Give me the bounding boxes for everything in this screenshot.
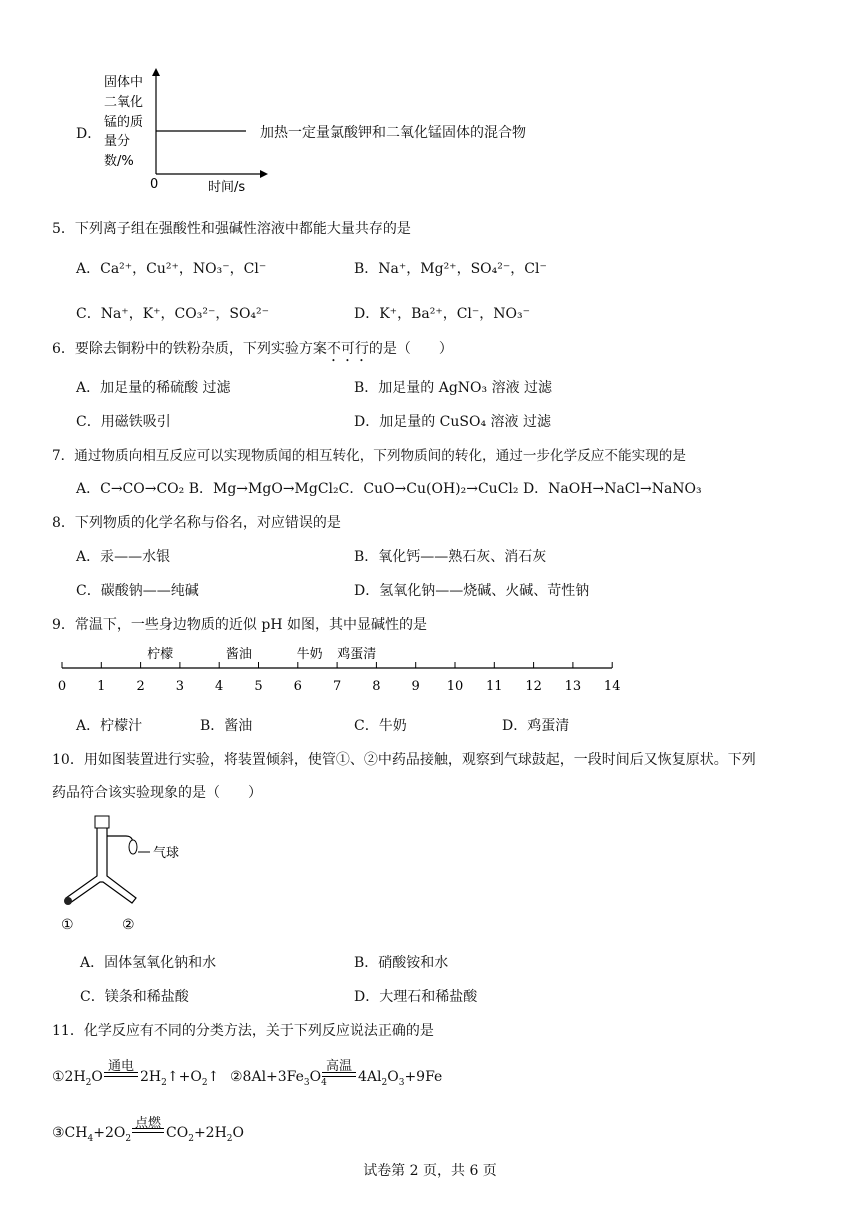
q8-option-b: B．氧化钙——熟石灰、消石灰 — [354, 549, 547, 565]
ph-tick-label: 2 — [136, 679, 145, 694]
q4-ylabel-line: 数/% — [104, 154, 134, 169]
q10-y-tube — [66, 828, 136, 903]
q10-y-tube-apparatus — [58, 812, 208, 936]
q9-substance-labels — [147, 646, 376, 662]
q6-stem — [52, 338, 453, 365]
q4-y-axis-arrow — [152, 68, 160, 76]
ph-tick-label: 5 — [254, 679, 263, 694]
q11-reaction-2-condition: 高温 — [325, 1059, 352, 1074]
q5-option-c: C．Na⁺，K⁺，CO₃²⁻，SO₄²⁻ — [76, 306, 270, 322]
q11-reaction-1-equals — [104, 1072, 138, 1077]
q11-reaction-3: $③CH_4+2O_2$ — [52, 1125, 132, 1144]
q4-ylabel-line: 二氧化 — [104, 95, 144, 110]
page-footer: 试卷第 2 页，共 6 页 — [363, 1163, 497, 1179]
q6-stem-post: 的是（ ） — [368, 341, 453, 357]
q6-stem-pre: 6．要除去铜粉中的铁粉杂质，下列实验方案 — [52, 341, 327, 357]
q10-stem-line1: 10．用如图装置进行实验，将装置倾斜，使管①、②中药品接触，观察到气球鼓起，一段时间后又恢复原状。下列 — [52, 752, 756, 768]
q11-reaction-3-equals — [132, 1128, 164, 1133]
q9-option-a: A．柠檬汁 — [76, 718, 143, 734]
q10-option-a: A．固体氢氧化钠和水 — [80, 955, 217, 971]
q6-option-d: D．加足量的 CuSO₄ 溶液 过滤 — [354, 414, 551, 430]
q11-reaction-2: $②8Al+3Fe_3O_4$ — [230, 1069, 327, 1088]
q4-mno2-chart — [96, 66, 276, 196]
q10-tube2-label: ② — [122, 917, 135, 933]
q10-option-c: C．镁条和稀盐酸 — [80, 989, 189, 1005]
q11-reaction-3-products: $CO_2+2H_2O$ — [166, 1125, 245, 1144]
q10-stem-line2: 药品符合该实验现象的是（ ） — [52, 785, 262, 801]
ph-tick-label: 8 — [372, 679, 381, 694]
q10-balloon — [129, 840, 137, 854]
ph-tick-label: 11 — [486, 679, 503, 694]
ph-substance-label: 牛奶 — [296, 647, 323, 662]
q10-tube1-sample — [64, 897, 72, 905]
q6-option-a: A．加足量的稀硫酸 过滤 — [76, 380, 231, 396]
q10-option-d: D．大理石和稀盐酸 — [354, 989, 478, 1005]
q4-ylabel-line: 量分 — [104, 134, 131, 149]
ph-substance-label: 鸡蛋清 — [337, 647, 377, 662]
q10-tube1-label: ① — [61, 917, 74, 933]
q9-option-b: B．酱油 — [200, 718, 253, 734]
q4-ylabel-line: 锰的质 — [104, 115, 144, 130]
ph-tick-label: 12 — [525, 679, 542, 694]
q11-reaction-1-condition: 通电 — [107, 1059, 134, 1074]
q10-balloon-label: 气球 — [153, 846, 180, 861]
q5-stem: 5．下列离子组在强酸性和强碱性溶液中都能大量共存的是 — [52, 221, 411, 237]
ph-tick-label: 9 — [411, 679, 420, 694]
q4-option-d-label: D． — [76, 126, 102, 142]
q7-options: A．C→CO→CO₂ B．Mg→MgO→MgCl₂C．CuO→Cu(OH)₂→CuCl₂ D．NaOH→NaCl→NaNO₃ — [76, 481, 702, 497]
ph-tick-label: 7 — [332, 679, 342, 694]
q11-reaction-3-condition: 点燃 — [134, 1116, 161, 1131]
ph-tick-label: 13 — [564, 679, 582, 694]
q4-chart-ylabel — [104, 74, 143, 169]
q6-option-c: C．用磁铁吸引 — [76, 414, 171, 430]
q8-stem: 8．下列物质的化学名称与俗名，对应错误的是 — [52, 515, 341, 531]
ph-tick-label: 6 — [293, 679, 302, 694]
q5-option-d: D．K⁺，Ba²⁺，Cl⁻，NO₃⁻ — [354, 306, 531, 322]
q6-option-b: B．加足量的 AgNO₃ 溶液 过滤 — [354, 380, 553, 396]
q10-stopper — [95, 816, 109, 828]
q11-reaction-1-products: $2H_2↑+O_2↑$ — [140, 1069, 220, 1088]
q5-option-a: A．Ca²⁺，Cu²⁺，NO₃⁻，Cl⁻ — [76, 261, 267, 277]
q9-ph-scale — [50, 640, 630, 700]
ph-tick-label: 1 — [97, 679, 106, 694]
q11-reaction-2-products: $4Al_2O_3+9Fe$ — [358, 1069, 443, 1088]
q11-reaction-2-equals — [322, 1072, 356, 1077]
ph-tick-label: 14 — [603, 679, 621, 694]
q6-stem-emphasis: 不可行 — [326, 341, 369, 357]
ph-tick-label: 4 — [215, 679, 224, 694]
q11-reaction-1: $①2H_2O$ — [52, 1069, 103, 1088]
q8-option-a: A．汞——水银 — [76, 549, 171, 565]
q4-option-d-text: 加热一定量氯酸钾和二氧化锰固体的混合物 — [260, 125, 526, 141]
ph-substance-label: 酱油 — [225, 647, 252, 662]
q7-stem: 7．通过物质向相互反应可以实现物质闻的相互转化，下列物质间的转化，通过一步化学反应不能实现的是 — [52, 448, 686, 464]
q9-option-c: C．牛奶 — [354, 718, 407, 734]
q9-option-d: D．鸡蛋清 — [502, 718, 570, 734]
q9-stem: 9．常温下，一些身边物质的近似 pH 如图，其中显碱性的是 — [52, 617, 427, 633]
q11-stem: 11．化学反应有不同的分类方法，关于下列反应说法正确的是 — [52, 1023, 434, 1039]
ph-tick-label: 10 — [446, 679, 464, 694]
ph-substance-label: 柠檬 — [147, 647, 174, 662]
q10-option-b: B．硝酸铵和水 — [354, 955, 449, 971]
q9-ph-ticks — [58, 662, 621, 694]
q4-xlabel: 时间/s — [208, 180, 246, 195]
q8-option-d: D．氢氧化钠——烧碱、火碱、苛性钠 — [354, 583, 590, 599]
q5-option-b: B．Na⁺，Mg²⁺，SO₄²⁻，Cl⁻ — [354, 261, 547, 277]
q8-option-c: C．碳酸钠——纯碱 — [76, 583, 199, 599]
q4-x-axis-arrow — [260, 170, 268, 178]
q4-ylabel-line: 固体中 — [104, 75, 144, 90]
q4-origin: 0 — [150, 177, 159, 192]
ph-tick-label: 0 — [57, 679, 67, 694]
ph-tick-label: 3 — [175, 679, 185, 694]
